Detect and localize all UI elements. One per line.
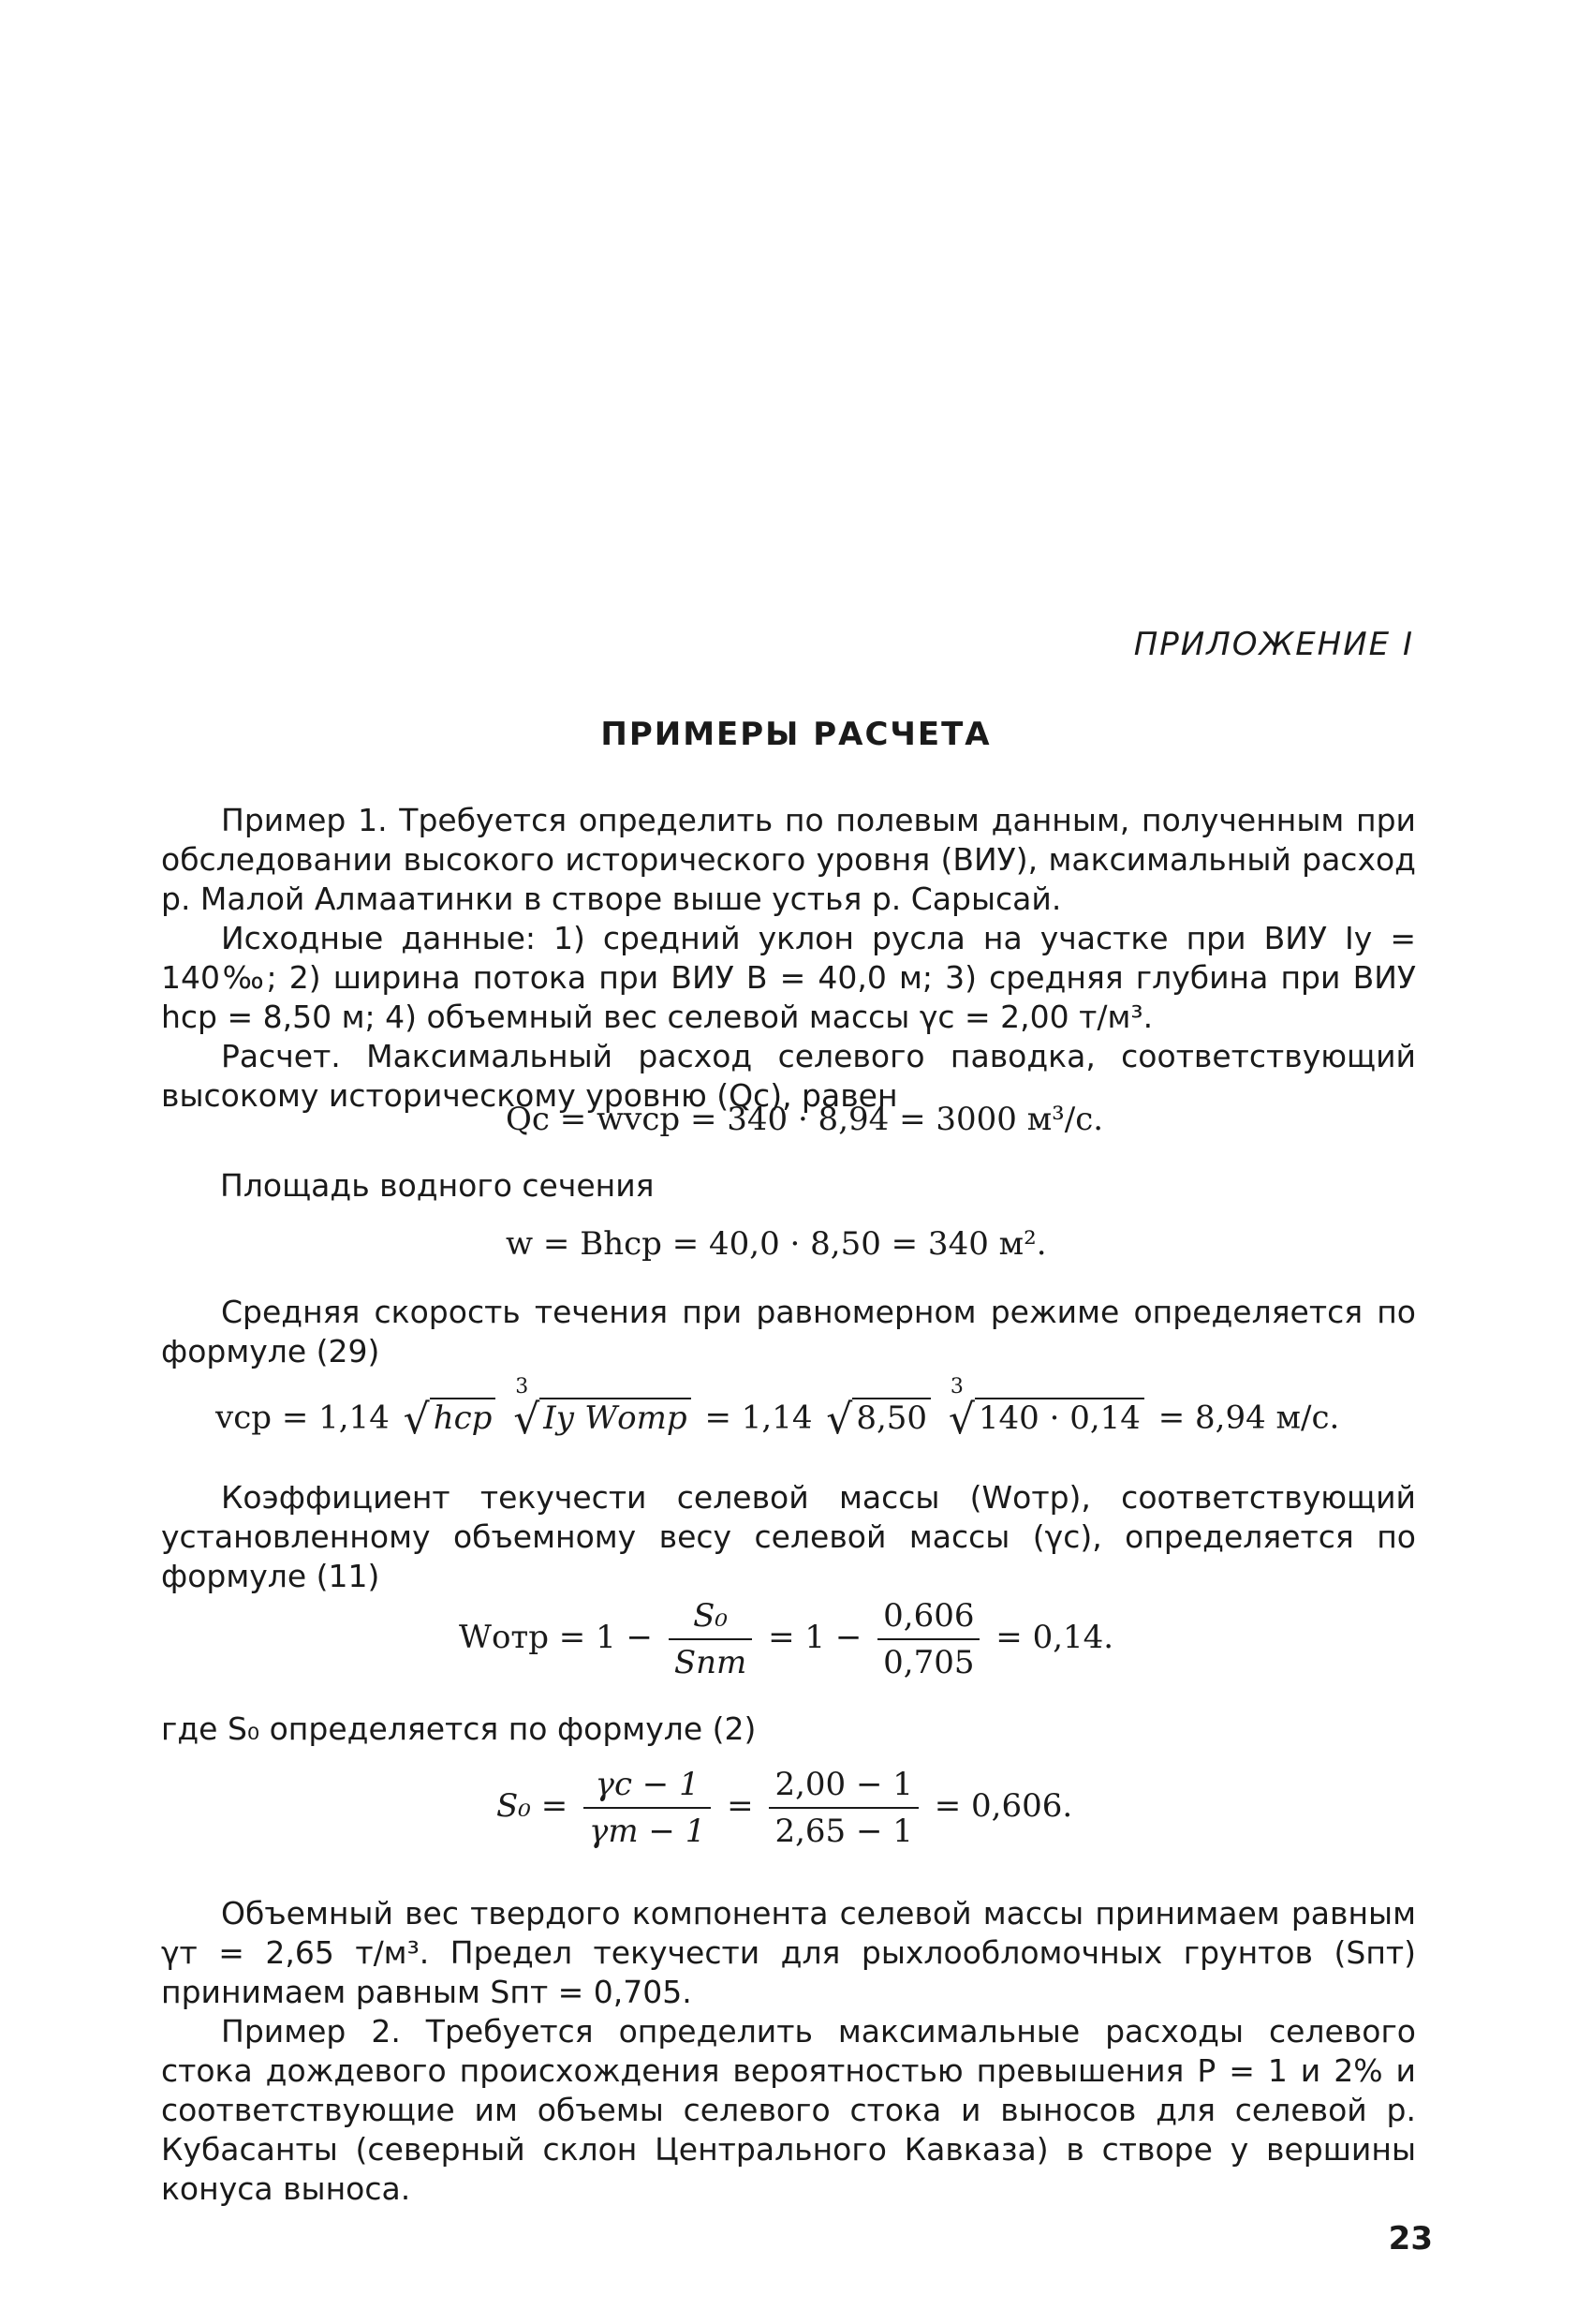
gamma-numerator: γс − 1 <box>583 1766 711 1809</box>
equation-area: w = Bhср = 40,0 · 8,50 = 340 м². <box>506 1225 1047 1263</box>
velocity-result: = 8,94 м/с. <box>1157 1399 1340 1437</box>
fluidity-lhs: Wотр = 1 − <box>459 1619 654 1656</box>
fluidity-intro <box>161 1478 1416 1596</box>
fraction-numerator: S₀ <box>669 1597 752 1640</box>
radicand-slope-fluidity: Iу Wотр <box>539 1398 690 1437</box>
radicand-product-value: 140 · 0,14 <box>975 1398 1144 1437</box>
fluidity-mid: = 1 − <box>768 1619 862 1656</box>
fraction-denominator: Sпт <box>673 1644 747 1681</box>
page-number: 23 <box>1388 2220 1433 2257</box>
gamma-denominator: γт − 1 <box>589 1813 706 1850</box>
sqrt-symbol: √ hср <box>404 1396 496 1443</box>
example-2-statement: Пример 2. Требуется определить максимальные расходы селевого стока дождевого происхождения вероятностью превышения P = 1 и 2% и соответствующие им объемы селевого стока и выносов для селевой р. Кубасанты (северный склон Центрального Кавказа) в створе у вершины конуса выноса. <box>161 2013 1416 2207</box>
velocity-intro <box>161 1293 1416 1371</box>
velocity-lhs: vср = 1,14 <box>215 1399 390 1437</box>
example-1-input-data: Исходные данные: 1) средний уклон русла на участке при ВИУ Iу = 140‰; 2) ширина потока при ВИУ B = 40,0 м; 3) средняя глубина при ВИУ hср = 8,50 м; 4) объемный вес селевой массы γс = 2,00 т/м³. <box>161 920 1416 1035</box>
equation-fluidity <box>459 1597 1113 1681</box>
gamma-denominator-value: 2,65 − 1 <box>774 1813 913 1850</box>
fraction-gamma-symbols <box>583 1766 711 1850</box>
solid-component-text: Объемный вес твердого компонента селевой массы принимаем равным γт = 2,65 т/м³. Предел текучести для рыхлообломочных грунтов (Sпт) принимаем равным Sпт = 0,705. <box>161 1895 1416 2010</box>
fraction-ratio-symbols <box>669 1597 752 1681</box>
example-2 <box>161 2012 1416 2209</box>
fraction-numerator-value: 0,606 <box>877 1597 980 1640</box>
s0-result: = 0,606. <box>934 1787 1073 1825</box>
s0-intro: где S₀ определяется по формуле (2) <box>161 1710 757 1747</box>
velocity-mid: = 1,14 <box>704 1399 813 1437</box>
equation-s0 <box>496 1766 1072 1850</box>
example-1-calculation: Расчет. Максимальный расход селевого паводка, соответствующий высокому историческому уровню (Qс), равен <box>161 1038 1416 1114</box>
fraction-gamma-values <box>769 1766 918 1850</box>
fraction-denominator-value: 0,705 <box>883 1644 975 1681</box>
example-1-conclusion <box>161 1894 1416 2012</box>
section-area-label: Площадь водного сечения <box>220 1167 655 1204</box>
equation-discharge: Qс = wvср = 340 · 8,94 = 3000 м³/с. <box>506 1101 1104 1138</box>
appendix-label: ПРИЛОЖЕНИЕ I <box>1133 626 1414 663</box>
equation-velocity <box>215 1375 1340 1443</box>
radicand-depth: hср <box>430 1398 496 1437</box>
fluidity-intro-text: Коэффициент текучести селевой массы (Wотр), соответствующий установленному объемному весу селевой массы (γс), определяется по формуле (11) <box>161 1479 1416 1594</box>
radicand-depth-value: 8,50 <box>852 1398 931 1437</box>
example-1-statement: Пример 1. Требуется определить по полевым данным, полученным при обследовании высокого исторического уровня (ВИУ), максимальный расход р. Малой Алмаатинки в створе выше устья р. Сарысай. <box>161 802 1416 917</box>
fraction-ratio-values <box>877 1597 980 1681</box>
velocity-intro-text: Средняя скорость течения при равномерном режиме определяется по формуле (29) <box>161 1294 1416 1369</box>
cbrt-symbol-numeric: 3 √ 140 · 0,14 <box>949 1396 1144 1443</box>
cbrt-symbol: 3 √ Iу Wотр <box>513 1396 690 1443</box>
page-title: ПРИМЕРЫ РАСЧЕТА <box>600 716 992 753</box>
s0-lhs: S₀ = <box>496 1787 568 1825</box>
fluidity-result: = 0,14. <box>995 1619 1114 1656</box>
s0-mid: = <box>727 1787 754 1825</box>
example-1-intro <box>161 801 1416 1116</box>
gamma-numerator-value: 2,00 − 1 <box>769 1766 918 1809</box>
sqrt-symbol-numeric: √ 8,50 <box>826 1396 931 1443</box>
